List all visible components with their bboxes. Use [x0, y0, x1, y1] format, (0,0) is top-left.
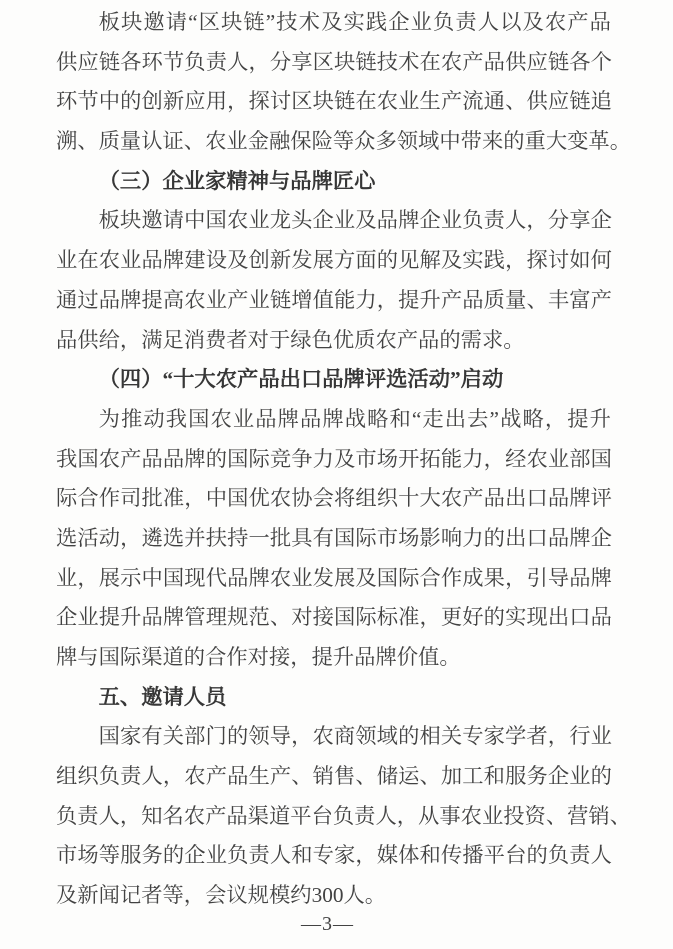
text-line: 业，展示中国现代品牌农业发展及国际合作成果，引导品牌: [56, 565, 612, 590]
text-line: 及新闻记者等，会议规模约300人。: [56, 883, 387, 908]
text-line: 负责人，知名农产品渠道平台负责人，从事农业投资、营销、: [56, 803, 632, 828]
text-line: 环节中的创新应用，探讨区块链在农业生产流通、供应链追: [56, 89, 612, 114]
section-heading: （三）企业家精神与品牌匠心: [98, 168, 376, 193]
text-line: 溯、质量认证、农业金融保险等众多领域中带来的重大变革。: [56, 129, 632, 154]
text-line: 组织负责人，农产品生产、销售、储运、加工和服务企业的: [56, 764, 612, 789]
text-line: 品供给，满足消费者对于绿色优质农产品的需求。: [56, 327, 525, 352]
text-line: 我国农产品品牌的国际竞争力及市场开拓能力，经农业部国: [56, 446, 612, 471]
page-number: —3—: [301, 913, 354, 935]
text-line: 板块邀请中国农业龙头企业及品牌企业负责人，分享企: [98, 208, 612, 233]
text-line: 供应链各环节负责人，分享区块链技术在农产品供应链各个: [56, 49, 612, 74]
text-line: 为推动我国农业品牌品牌战略和“走出去”战略，提升: [98, 406, 612, 431]
text-line: 国家有关部门的领导，农商领域的相关专家学者，行业: [98, 724, 612, 749]
text-line: 板块邀请“区块链”技术及实践企业负责人以及农产品: [98, 10, 612, 34]
text-line: 企业提升品牌管理规范、对接国际标准，更好的实现出口品: [56, 605, 612, 630]
section-heading: （四）“十大农产品出口品牌评选活动”启动: [98, 367, 504, 392]
section-heading: 五、邀请人员: [98, 684, 227, 709]
text-line: 市场等服务的企业负责人和专家，媒体和传播平台的负责人: [56, 843, 612, 868]
document-body: [56, 3, 632, 916]
text-line: 牌与国际渠道的合作对接，提升品牌价值。: [56, 645, 461, 669]
text-line: 选活动，遴选并扶持一批具有国际市场影响力的出口品牌企: [56, 525, 612, 550]
text-line: 通过品牌提高农业产业链增值能力，提升产品质量、丰富产: [56, 287, 612, 312]
text-line: 业在农业品牌建设及创新发展方面的见解及实践，探讨如何: [56, 248, 612, 273]
text-line: 际合作司批准，中国优农协会将组织十大农产品出口品牌评: [56, 486, 612, 511]
